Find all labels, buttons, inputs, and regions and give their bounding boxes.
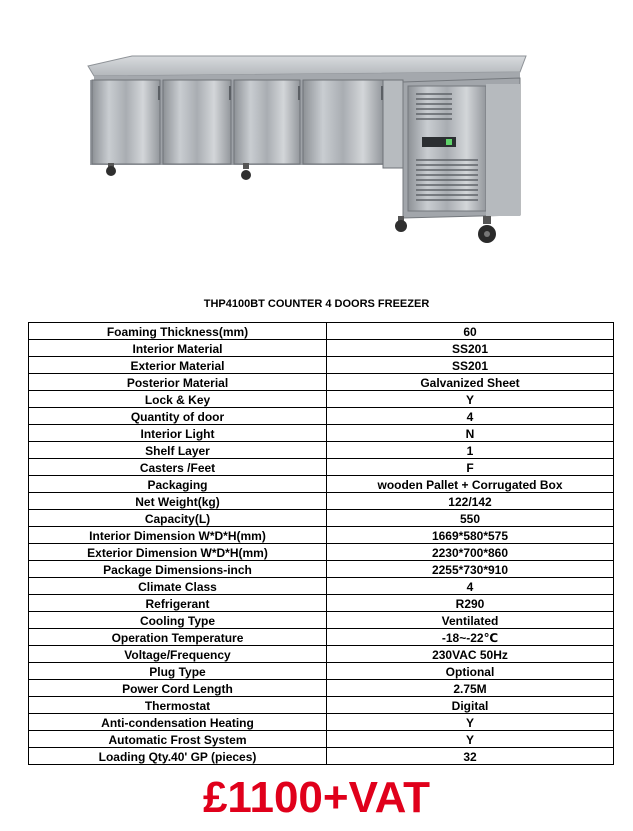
spec-row <box>29 527 614 544</box>
spec-row <box>29 442 614 459</box>
spec-label: Foaming Thickness(mm) <box>29 323 327 340</box>
price-label: £1100+VAT <box>202 773 431 822</box>
spec-value: 1 <box>327 442 614 459</box>
spec-value: Ventilated <box>327 612 614 629</box>
spec-row <box>29 459 614 476</box>
spec-value: 230VAC 50Hz <box>327 646 614 663</box>
spec-value: 2.75M <box>327 680 614 697</box>
spec-value: Y <box>327 731 614 748</box>
spec-label: Operation Temperature <box>29 629 327 646</box>
spec-row <box>29 697 614 714</box>
product-image <box>80 50 530 250</box>
spec-label: Interior Material <box>29 340 327 357</box>
spec-label: Plug Type <box>29 663 327 680</box>
spec-row <box>29 357 614 374</box>
spec-label: Cooling Type <box>29 612 327 629</box>
spec-row <box>29 561 614 578</box>
spec-label: Power Cord Length <box>29 680 327 697</box>
spec-table <box>28 322 614 765</box>
spec-value: Galvanized Sheet <box>327 374 614 391</box>
spec-row <box>29 646 614 663</box>
spec-row <box>29 748 614 765</box>
spec-row <box>29 493 614 510</box>
spec-value: F <box>327 459 614 476</box>
spec-label: Interior Dimension W*D*H(mm) <box>29 527 327 544</box>
spec-value: -18~-22℃ <box>327 629 614 646</box>
spec-value: 4 <box>327 408 614 425</box>
spec-row <box>29 408 614 425</box>
spec-value: 122/142 <box>327 493 614 510</box>
spec-value: 60 <box>327 323 614 340</box>
spec-label: Package Dimensions-inch <box>29 561 327 578</box>
spec-value: Y <box>327 391 614 408</box>
spec-label: Quantity of door <box>29 408 327 425</box>
spec-label: Interior Light <box>29 425 327 442</box>
spec-value: wooden Pallet + Corrugated Box <box>327 476 614 493</box>
spec-label: Net Weight(kg) <box>29 493 327 510</box>
spec-row <box>29 680 614 697</box>
spec-row <box>29 714 614 731</box>
spec-value: SS201 <box>327 357 614 374</box>
spec-table-body <box>29 323 614 765</box>
spec-row <box>29 629 614 646</box>
spec-row <box>29 374 614 391</box>
spec-value: Y <box>327 714 614 731</box>
spec-label: Voltage/Frequency <box>29 646 327 663</box>
spec-value: 32 <box>327 748 614 765</box>
spec-value: Digital <box>327 697 614 714</box>
spec-row <box>29 595 614 612</box>
spec-row <box>29 612 614 629</box>
spec-row <box>29 476 614 493</box>
spec-row <box>29 323 614 340</box>
spec-label: Casters /Feet <box>29 459 327 476</box>
spec-row <box>29 425 614 442</box>
spec-label: Climate Class <box>29 578 327 595</box>
spec-value: R290 <box>327 595 614 612</box>
spec-label: Loading Qty.40' GP (pieces) <box>29 748 327 765</box>
spec-label: Exterior Material <box>29 357 327 374</box>
spec-value: 2230*700*860 <box>327 544 614 561</box>
spec-label: Lock & Key <box>29 391 327 408</box>
spec-row <box>29 731 614 748</box>
spec-row <box>29 544 614 561</box>
spec-row <box>29 510 614 527</box>
spec-label: Anti-condensation Heating <box>29 714 327 731</box>
spec-row <box>29 578 614 595</box>
spec-value: 550 <box>327 510 614 527</box>
spec-label: Automatic Frost System <box>29 731 327 748</box>
spec-value: Optional <box>327 663 614 680</box>
spec-value: 1669*580*575 <box>327 527 614 544</box>
spec-row <box>29 391 614 408</box>
product-title: THP4100BT COUNTER 4 DOORS FREEZER <box>203 298 430 310</box>
spec-label: Thermostat <box>29 697 327 714</box>
spec-label: Capacity(L) <box>29 510 327 527</box>
spec-label: Shelf Layer <box>29 442 327 459</box>
spec-label: Packaging <box>29 476 327 493</box>
spec-value: 4 <box>327 578 614 595</box>
spec-value: N <box>327 425 614 442</box>
spec-row <box>29 340 614 357</box>
spec-row <box>29 663 614 680</box>
spec-value: SS201 <box>327 340 614 357</box>
spec-label: Posterior Material <box>29 374 327 391</box>
spec-value: 2255*730*910 <box>327 561 614 578</box>
spec-label: Refrigerant <box>29 595 327 612</box>
spec-label: Exterior Dimension W*D*H(mm) <box>29 544 327 561</box>
